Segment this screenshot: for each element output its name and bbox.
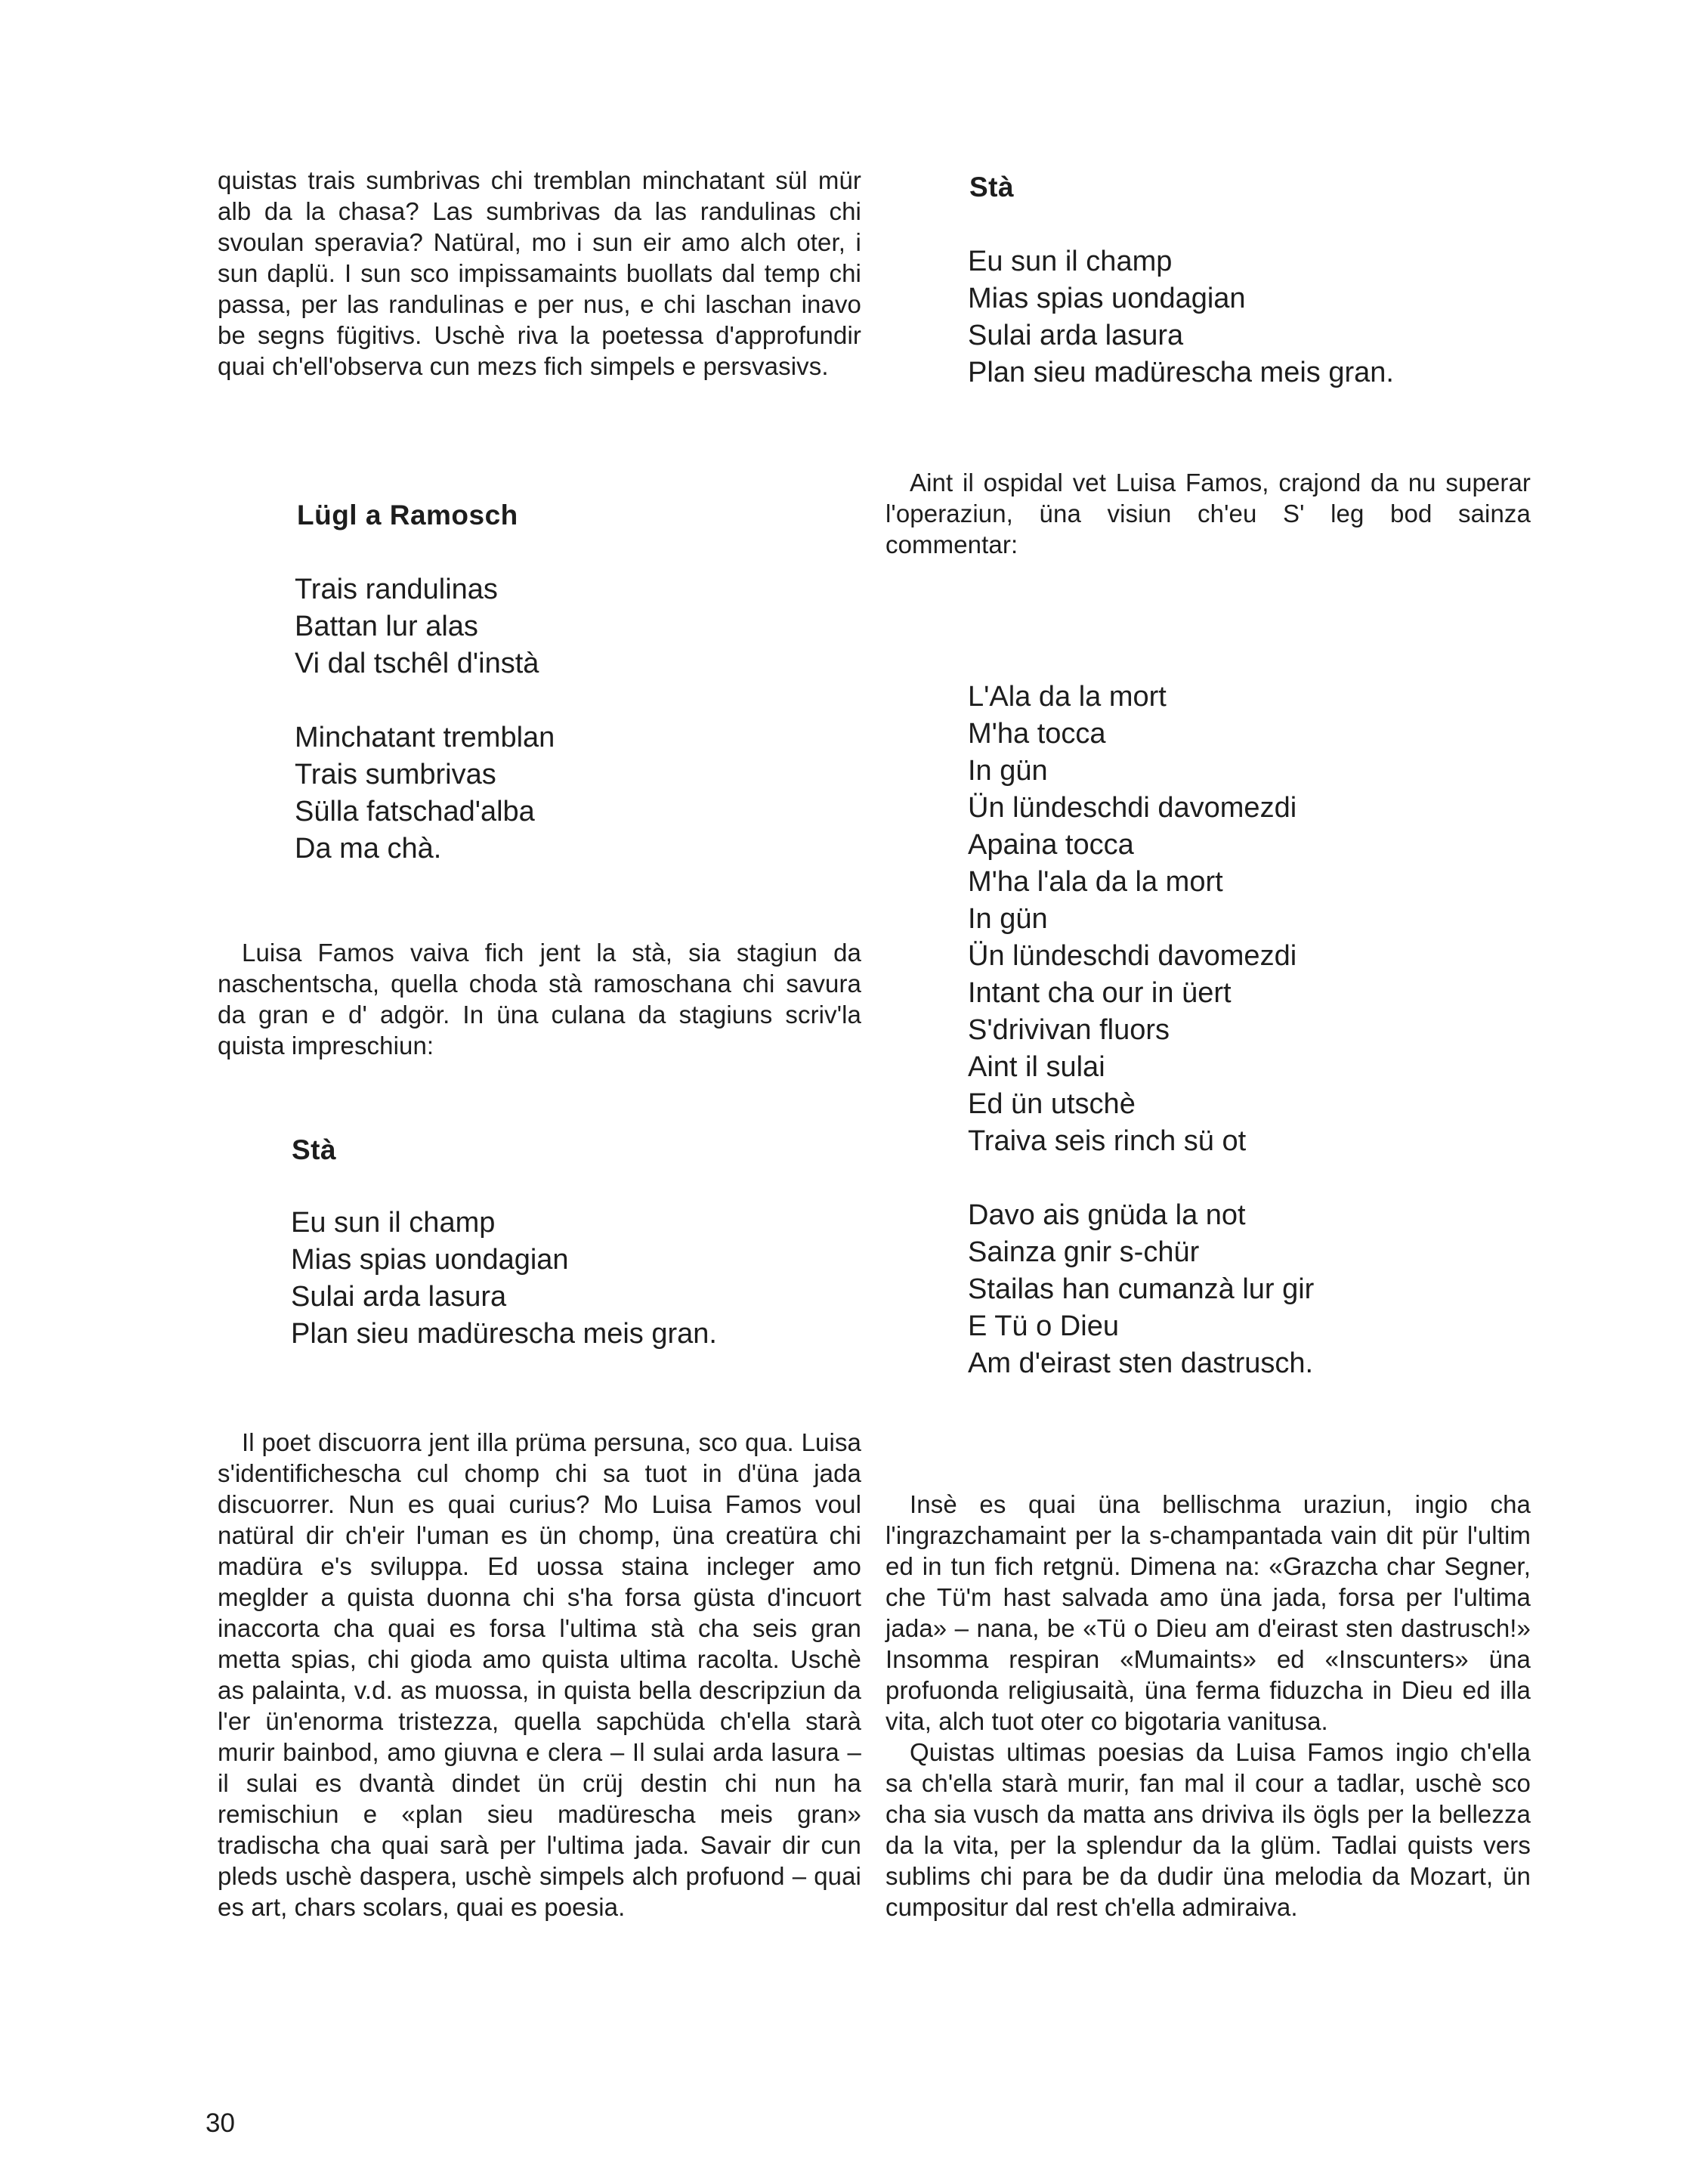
left-paragraph-2 <box>218 937 861 1061</box>
poem-line: Da ma chà. <box>295 833 442 865</box>
poem-line: Ün lündeschdi davomezdi <box>968 940 1297 972</box>
poem-line: Mias spias uondagian <box>968 283 1246 314</box>
poem-line: Traiva seis rinch sü ot <box>968 1125 1247 1157</box>
poem-stanza <box>295 719 555 868</box>
poem-sta-right <box>968 243 1394 391</box>
poem-line: Am d'eirast sten dastrusch. <box>968 1347 1314 1379</box>
poem-line: Stailas han cumanzà lur gir <box>968 1273 1315 1305</box>
poem-line: L'Ala da la mort <box>968 681 1167 713</box>
poem-line: Mias spias uondagian <box>291 1244 569 1276</box>
poem-line: Sulai arda lasura <box>968 320 1184 351</box>
poem-title-sta: Stà <box>292 1134 337 1165</box>
right-paragraph-1 <box>885 467 1531 560</box>
poem-line: Ün lündeschdi davomezdi <box>968 792 1297 824</box>
poem-line: Vi dal tschêl d'instà <box>295 648 539 679</box>
poem-line: Intant cha our in üert <box>968 977 1232 1009</box>
poem-line: Sülla fatschad'alba <box>295 796 535 828</box>
poem-line: Trais randulinas <box>295 574 498 605</box>
paragraph-text: Quistas ultimas poesias da Luisa Famos ingio ch'ella sa ch'ella starà murir, fan mal il cour a tadlar, uschè sco cha sia vusch da matta ans driviva ils ögls per la bellezza da la vita, per la splendur da la glüm. Tadlai quists vers sublims chi para be da dudir üna melodia da Mozart, ün cumpositur dal rest ch'ella admiraiva. <box>885 1738 1531 1921</box>
poem-stanza <box>968 1197 1314 1382</box>
poem-title-lugl-a-ramosch: Lügl a Ramosch <box>297 500 518 531</box>
poem-line: Ed ün utschè <box>968 1088 1136 1120</box>
poem-stanza <box>291 1205 717 1353</box>
poem-line: Sulai arda lasura <box>291 1281 507 1313</box>
page-number: 30 <box>206 2108 235 2138</box>
left-paragraph-3 <box>218 1427 861 1923</box>
poem-line: Eu sun il champ <box>291 1207 496 1239</box>
poem-title-sta-right: Stà <box>969 172 1015 203</box>
poem-lugl-a-ramosch <box>295 571 555 868</box>
poem-line: Aint il sulai <box>968 1051 1105 1083</box>
poem-line: S'drivivan fluors <box>968 1014 1170 1046</box>
poem-line: In gün <box>968 903 1048 935</box>
poem-line: M'ha tocca <box>968 718 1106 750</box>
poem-line: Sainza gnir s-chür <box>968 1236 1200 1268</box>
poem-line: Minchatant tremblan <box>295 722 555 753</box>
paragraph-text: quistas trais sumbrivas chi tremblan minchatant sül mür alb da la chasa? Las sumbrivas da las randulinas chi svoulan speravia? Natüral, mo i sun eir amo alch oter, i sun daplü. I sun sco impissamaints buollats dal temp chi passa, per las randulinas e per nus, e chi laschan inavo be segns fügitivs. Uschè riva la poetessa d'approfundir quai ch'ell'observa cun mezs fich simpels e persvasivs. <box>218 166 861 380</box>
poem-stanza <box>968 243 1394 391</box>
poem-stanza <box>968 679 1314 1160</box>
poem-line: Eu sun il champ <box>968 246 1173 277</box>
poem-line: Plan sieu madürescha meis gran. <box>291 1318 717 1350</box>
poem-stanza <box>295 571 555 682</box>
poem-line: In gün <box>968 755 1048 787</box>
right-paragraphs <box>885 1489 1531 1923</box>
paragraph-text: Il poet discuorra jent illa prüma persuna, sco qua. Luisa s'identifichescha cul chomp chi sa tuot in d'üna jada discuorrer. Nun es quai curius? Mo Luisa Famos voul natüral dir ch'eir l'uman es ün chomp, üna creatüra chi madüra e's sviluppa. Ed uossa staina incleger amo meglder a quista duonna chi s'ha forsa güsta d'incuort inaccorta cha quai es forsa l'ultima stà cha seis gran metta spias, chi gioda amo quista ultima racolta. Uschè as palainta, v.d. as muossa, in quista bella descripziun da l'er ün'enorma tristezza, quella sapchüda ch'ella starà murir bainbod, amo giuvna e clera – Il sulai arda lasura – il sulai es dvantà dindet ün crüj destin chi nun ha remischiun e «plan sieu madürescha meis gran» tradischa cha quai sarà per l'ultima jada. Savair dir cun pleds uschè daspera, uschè simpels alch profuond – quai es art, chars scolars, quai es poesia. <box>218 1428 861 1921</box>
poem-sta <box>291 1205 717 1353</box>
poem-lala-da-la-mort <box>968 679 1314 1382</box>
paragraph-text: Luisa Famos vaiva fich jent la stà, sia stagiun da naschentscha, quella choda stà ramoschana chi savura da gran e d' adgör. In üna culana da stagiuns scriv'la quista impreschiun: <box>218 939 861 1060</box>
left-paragraph-1 <box>218 165 861 382</box>
poem-line: Plan sieu madürescha meis gran. <box>968 357 1394 388</box>
paragraph-text: Insè es quai üna bellischma uraziun, ingio cha l'ingrazchamaint per la s-champantada vain dit pür l'ultim ed in tun fich retgnü. Dimena na: «Grazcha char Segner, che Tü'm hast salvada amo üna jada, forsa per l'ultima jada» – nana, be «Tü o Dieu am d'eirast sten dastrusch!» Insomma respiran «Mumaints» ed «Inscunters» üna profuonda religiusaità, üna ferma fiduzcha in Dieu ed illa vita, alch tuot oter co bigotaria vanitusa. <box>885 1490 1531 1735</box>
poem-line: Davo ais gnüda la not <box>968 1199 1246 1231</box>
poem-line: Apaina tocca <box>968 829 1134 861</box>
paragraph-text: Aint il ospidal vet Luisa Famos, crajond da nu superar l'operaziun, üna visiun ch'eu S' leg bod sainza commentar: <box>885 469 1531 558</box>
poem-line: E Tü o Dieu <box>968 1310 1119 1342</box>
poem-line: M'ha l'ala da la mort <box>968 866 1223 898</box>
poem-line: Trais sumbrivas <box>295 759 496 790</box>
poem-line: Battan lur alas <box>295 611 478 642</box>
